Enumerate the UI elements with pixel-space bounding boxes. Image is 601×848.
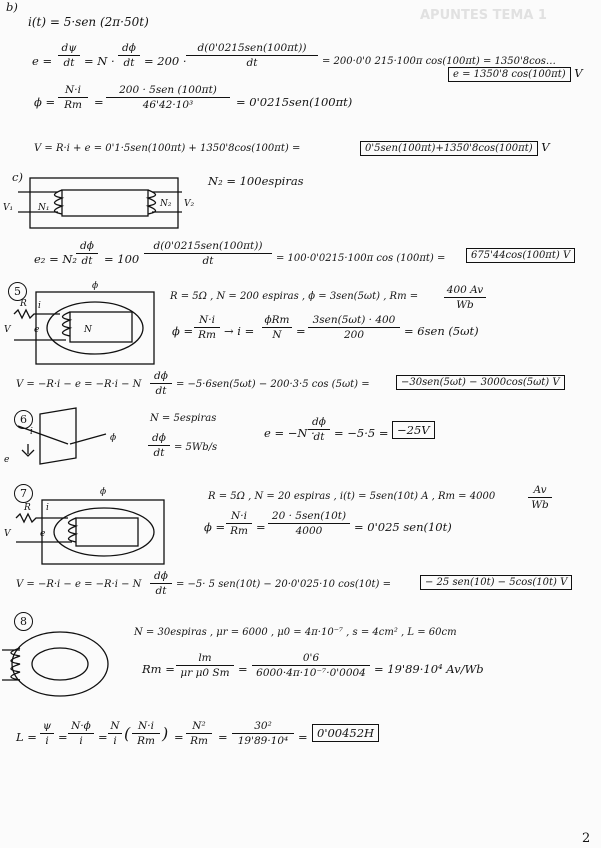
voltage-result-box: 0'5sen(100πt)+1350'8cos(100πt)	[360, 141, 538, 156]
p5-frac-i	[262, 314, 292, 341]
frac-den: dt	[246, 57, 258, 69]
frac-den: N	[272, 329, 282, 341]
part-b-label: b)	[6, 0, 18, 14]
unit-label: V	[574, 66, 583, 80]
frac-num: N·i	[231, 510, 247, 522]
p8-l-lhs: L =	[16, 730, 37, 744]
frac-num: ϕRm	[264, 314, 290, 326]
p6-emf-eq: e = −N ·	[264, 426, 315, 440]
c-result-box: 675'44cos(100πt) V	[466, 248, 575, 263]
p5-frac-values	[308, 314, 400, 341]
voltage-equation: V = R·i + e = 0'1·5sen(100πt) + 1350'8cos(100πt) =	[34, 143, 301, 154]
frac-den: dt	[81, 255, 93, 267]
frac-den: dt	[155, 585, 167, 597]
p8-rm-result: = 19'89·10⁴ Av/Wb	[374, 662, 484, 676]
frac-den: μr μ0 Sm	[180, 667, 230, 679]
p8-rm-lhs: Rm =	[142, 662, 175, 676]
flux-lhs: ϕ =	[34, 95, 56, 109]
p8-eq-5: =	[298, 730, 308, 744]
current-arrow	[22, 444, 34, 456]
p5-phi-lhs: ϕ =	[172, 324, 194, 338]
flux-result: = 0'0215sen(100πt)	[236, 95, 353, 109]
p6-rate-value: = 5Wb/s	[174, 442, 218, 453]
frac-num: N·i	[138, 720, 154, 732]
frac-num: dϕ	[152, 432, 166, 444]
frac-num: ψ	[42, 720, 52, 732]
part-c-label: c)	[12, 170, 23, 184]
p6-turns: N = 5espiras	[150, 413, 217, 424]
p5-frac-ni	[194, 314, 220, 341]
frac-den: Rm	[64, 99, 82, 111]
fig-v-label: V	[4, 529, 11, 539]
flux-eq: =	[94, 95, 104, 109]
problem-5-figure	[0, 280, 170, 370]
c-result-wrap	[466, 249, 575, 261]
p5-voltage-expansion: = −5·6sen(5ωt) − 200·3·5 cos (5ωt) =	[176, 379, 370, 390]
p5-current: = 6sen (5ωt)	[404, 324, 479, 338]
emf-eq-n: = N ·	[84, 54, 115, 68]
core-outer	[42, 500, 164, 564]
frac-den: i	[113, 735, 117, 747]
p8-frac-values	[232, 720, 294, 747]
p6-result-box: −25V	[392, 421, 435, 439]
coil	[63, 312, 71, 336]
flux-frac-ni-rm	[58, 84, 88, 111]
core-inner	[62, 190, 148, 216]
problem-7-number: 7	[14, 484, 33, 503]
frac-den: Rm	[230, 525, 248, 537]
p7-voltage-eq: V = −R·i − e = −R·i − N	[16, 579, 142, 590]
core-inner	[76, 518, 138, 546]
p5-voltage-eq: V = −R·i − e = −R·i − N	[16, 379, 142, 390]
p5-data: R = 5Ω , N = 200 espiras , ϕ = 3sen(5ωt) , Rm =	[170, 291, 419, 302]
p6-frac-rate	[148, 432, 170, 459]
core-outer	[36, 292, 154, 364]
p8-data: N = 30espiras , μr = 6000 , μ0 = 4π·10⁻⁷ , s = 4cm² , L = 60cm	[134, 627, 457, 638]
current-expression: i(t) = 5·sen (2π·50t)	[28, 15, 149, 29]
bleed-through-text: APUNTES TEMA 1	[420, 8, 547, 23]
fig-n2-label: N₂	[160, 199, 172, 209]
unit-label: V	[541, 140, 550, 154]
p6-emf-expansion: = −5·5 =	[334, 426, 389, 440]
c-n2: N₂ = 100espiras	[208, 174, 304, 188]
p8-frac-nphi	[68, 720, 94, 747]
frac-den: 19'89·10⁴	[237, 735, 289, 747]
frac-num: lm	[198, 652, 212, 664]
p8-frac-rm	[176, 652, 234, 679]
p7-rm-frac	[528, 484, 552, 511]
frac-den: dt	[202, 255, 214, 267]
frac-num: dϕ	[122, 42, 136, 54]
frac-num: d(0'0215sen(100πt))	[153, 240, 263, 252]
c-eq100: = 100	[104, 252, 140, 266]
p7-frac-ni	[226, 510, 252, 537]
emf-derivative-phi	[118, 42, 140, 69]
frac-den: dt	[63, 57, 75, 69]
p5-result-box: −30sen(5ωt) − 3000cos(5ωt) V	[396, 375, 565, 390]
p7-eq: =	[256, 520, 266, 534]
frac-num: 20 · 5sen(10t)	[271, 510, 347, 522]
frac-den: 200	[343, 329, 365, 341]
fig-i-label: i	[30, 427, 33, 437]
p8-eq-1: =	[58, 730, 68, 744]
p8-frac-ni-rm	[132, 720, 160, 747]
p7-voltage-expansion: = −5· 5 sen(10t) − 20·0'025·10 cos(10t) =	[176, 579, 392, 590]
p8-eq-2: =	[98, 730, 108, 744]
fig-r-label: R	[24, 503, 31, 513]
p8-paren-close: )	[162, 724, 169, 743]
fig-e-label: e	[34, 325, 40, 335]
problem-8-number: 8	[14, 612, 33, 631]
frac-num: 30²	[254, 720, 272, 732]
fig-phi-label: ϕ	[92, 281, 99, 291]
p5-arrow: → i =	[224, 324, 255, 338]
frac-num: N	[110, 720, 120, 732]
p8-frac-n	[108, 720, 122, 747]
p7-result-wrap	[420, 576, 572, 588]
fig-e-label: e	[4, 455, 10, 465]
p8-paren-open: (	[124, 724, 131, 743]
p8-frac-psi	[40, 720, 54, 747]
frac-num: N²	[192, 720, 206, 732]
p7-frac-dphi	[150, 570, 172, 597]
p6-result-wrap	[392, 425, 435, 437]
voltage-result-wrap	[360, 142, 550, 154]
flux-loop	[47, 302, 143, 354]
frac-num: N·i	[199, 314, 215, 326]
fig-v2-label: V₂	[184, 199, 195, 209]
core-inner	[70, 312, 132, 342]
flux-frac-values	[106, 84, 230, 111]
toroid-outer	[12, 632, 108, 696]
c-expansion: = 100·0'0215·100π cos (100πt) =	[276, 253, 446, 264]
frac-num: dϕ	[154, 570, 168, 582]
frac-den: dt	[155, 385, 167, 397]
p8-frac-values	[252, 652, 370, 679]
fig-r-label: R	[20, 299, 27, 309]
emf-derivative-psi	[58, 42, 80, 69]
frac-num: N·ϕ	[71, 720, 91, 732]
frac-num: 200 · 5sen (100πt)	[119, 84, 217, 96]
p6-frac-dphi	[308, 416, 330, 443]
p8-result-wrap	[312, 728, 379, 740]
p7-data: R = 5Ω , N = 20 espiras , i(t) = 5sen(10t) A , Rm = 4000	[208, 491, 496, 502]
frac-num: 3sen(5ωt) · 400	[312, 314, 396, 326]
frac-den: dt	[123, 57, 135, 69]
p5-eq: =	[296, 324, 306, 338]
fig-i-label: i	[46, 503, 49, 513]
c-frac-flux	[144, 240, 272, 267]
frac-den: Wb	[531, 499, 549, 511]
frac-num: N·i	[65, 84, 81, 96]
problem-6-figure	[0, 404, 140, 464]
problem-6-number: 6	[14, 410, 33, 429]
frac-den: 6000·4π·10⁻⁷·0'0004	[256, 667, 366, 679]
p7-flux: = 0'025 sen(10t)	[354, 520, 452, 534]
frac-num: Av	[533, 484, 547, 496]
frac-den: i	[79, 735, 83, 747]
emf-derivative-flux	[186, 42, 318, 69]
frac-num: dϕ	[80, 240, 94, 252]
frac-num: dϕ	[154, 370, 168, 382]
frac-num: 400 Av	[446, 284, 484, 296]
frac-num: dϕ	[312, 416, 326, 428]
frac-den: 4000	[295, 525, 323, 537]
frac-den: Rm	[190, 735, 208, 747]
frac-num: dψ	[61, 42, 77, 54]
c-frac-dphi	[76, 240, 98, 267]
frac-den: Wb	[456, 299, 474, 311]
fig-phi-label: ϕ	[110, 433, 117, 443]
fig-v-label: V	[4, 325, 11, 335]
toroid-figure	[0, 620, 120, 710]
coil	[69, 518, 77, 542]
frac-den: 46'42·10³	[142, 99, 194, 111]
p5-frac-dphi	[150, 370, 172, 397]
p8-eq: =	[238, 662, 248, 676]
resistor-wiring	[14, 310, 66, 340]
p7-frac-values	[268, 510, 350, 537]
frac-den: dt	[313, 431, 325, 443]
p8-frac-n2	[186, 720, 212, 747]
problem-7-figure	[0, 480, 170, 570]
fig-e-label: e	[40, 529, 46, 539]
emf-lhs: e =	[32, 54, 53, 68]
problem-5-number: 5	[8, 282, 27, 301]
page-number: 2	[582, 831, 591, 846]
p7-result-box: − 25 sen(10t) − 5cos(10t) V	[420, 575, 572, 590]
fig-v1-label: V₁	[3, 203, 14, 213]
fig-n-label: N	[84, 325, 92, 335]
frac-den: i	[45, 735, 49, 747]
emf-result-box: e = 1350'8 cos(100πt)	[448, 67, 571, 82]
p8-eq-4: =	[218, 730, 228, 744]
fig-phi-label: ϕ	[100, 487, 107, 497]
p8-eq-3: =	[174, 730, 184, 744]
p8-result-box: 0'00452H	[312, 724, 379, 742]
fig-i-label: i	[38, 301, 41, 311]
c-e2-lhs: e₂ = N₂	[34, 252, 78, 266]
frac-den: dt	[153, 447, 165, 459]
emf-eq-200: = 200 ·	[144, 54, 187, 68]
frac-den: Rm	[198, 329, 216, 341]
primary-coil	[55, 190, 63, 214]
emf-result-wrap	[448, 68, 583, 80]
p5-result-wrap	[396, 376, 565, 388]
fig-n1-label: N₁	[38, 203, 50, 213]
emf-expansion: = 200·0'0 215·100π cos(100πt) = 1350'8cos…	[322, 56, 556, 67]
frac-num: 0'6	[302, 652, 320, 664]
transformer-figure	[0, 170, 200, 240]
p5-rm-frac	[444, 284, 486, 311]
p7-phi-lhs: ϕ =	[204, 520, 226, 534]
frac-num: d(0'0215sen(100πt))	[197, 42, 307, 54]
secondary-coil	[148, 190, 156, 214]
frac-den: Rm	[137, 735, 155, 747]
toroid-inner	[32, 648, 88, 680]
